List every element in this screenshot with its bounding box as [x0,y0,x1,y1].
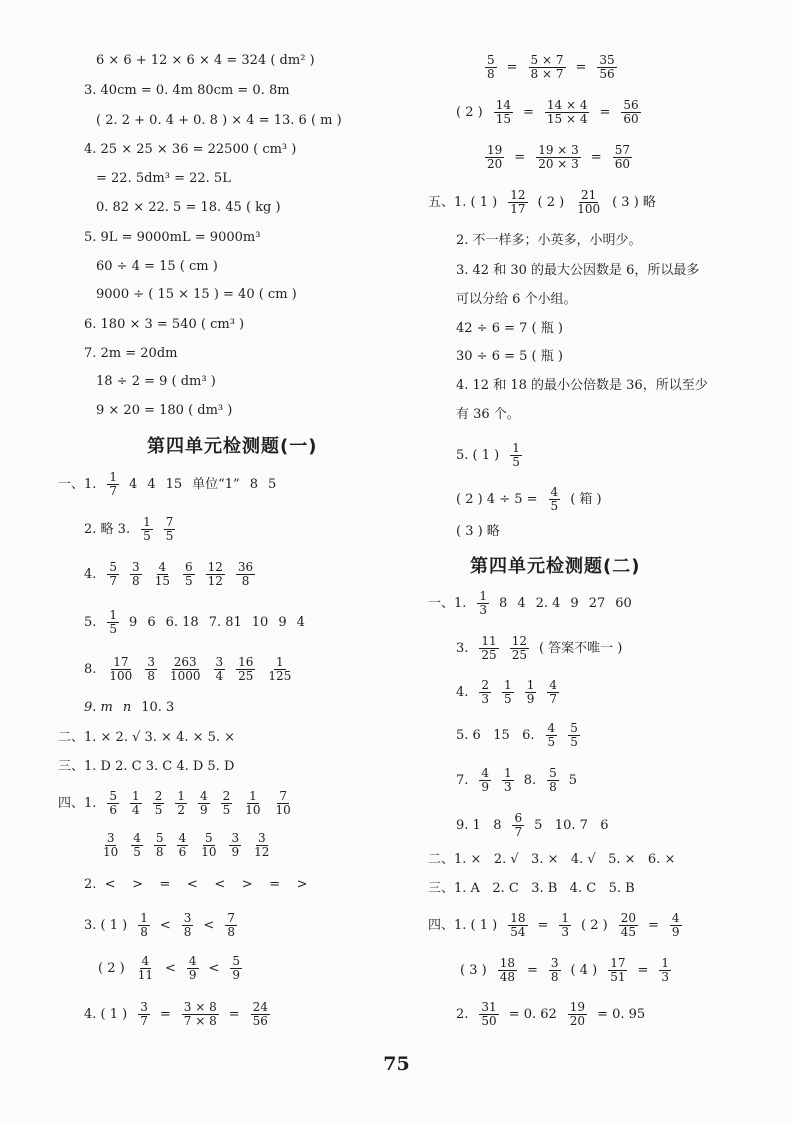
fraction: $\frac{3}{8}$ [550,956,559,984]
answer-row [456,722,580,748]
fraction: $\frac{1}{3}$ [561,911,570,939]
text: 二、1. × 2. √ 3. × 4. √ 5. × 6. × [428,852,676,867]
text: 7. 2m = 20dm [84,346,178,361]
text: 10. 3 [141,700,175,715]
fraction: $\frac{2}{5}$ [154,789,163,817]
fraction: $\frac{1}{3}$ [504,766,512,794]
answer-row [484,144,632,170]
text: 7. 81 [208,614,242,630]
line [456,525,500,538]
label: 四、1. [58,795,97,811]
fraction: $\frac{21}{100}$ [577,188,601,216]
fraction: $\frac{1}{9}$ [526,678,535,706]
line [96,375,216,388]
operator: < [164,960,176,976]
text: 5 10. 7 6 [534,817,609,833]
line [84,231,260,244]
label: ( 3 ) [460,962,487,978]
answer-row [428,912,682,938]
answer-row [456,812,609,838]
answer-row [58,790,293,816]
fraction: $\frac{263}{1000}$ [169,655,201,683]
operator: = [575,59,587,75]
fraction: $\frac{2}{3}$ [481,678,490,706]
section-heading: 第四单元检测题(一) [147,436,318,457]
fraction: $\frac{14}{15}$ [495,98,511,126]
text: 5 [568,772,578,788]
text: 5. 9L = 9000mL = 9000m³ [84,230,261,245]
label: 一、1. [58,476,97,492]
operator: = [228,1006,240,1022]
fraction: $\frac{4}{9}$ [188,954,197,982]
fraction: $\frac{4}{6}$ [178,831,187,859]
label: ( 2 ) 4 ÷ 5 = [456,491,538,507]
fraction: $\frac{1}{125}$ [268,655,292,683]
label: 5. [84,614,97,630]
text: 可以分给 6 个小组。 [456,292,577,307]
fraction: $\frac{5}{7}$ [109,560,118,588]
answer-row [100,832,271,858]
fraction: $\frac{24}{56}$ [252,1000,268,1028]
text: ( 3 ) 略 [612,194,656,210]
text: 2. < > = < < > = > [84,877,308,892]
fraction: $\frac{4}{9}$ [199,789,208,817]
line [96,54,315,67]
text: 6 × 6 + 12 × 6 × 4 = 324 ( dm² ) [96,53,315,68]
answer-row [84,609,305,635]
fraction: $\frac{20}{45}$ [620,911,637,939]
text: = 22. 5dm³ = 22. 5L [96,171,231,186]
text: 3. 40cm = 0. 4m 80cm = 0. 8m [84,83,290,98]
fraction: $\frac{3}{8}$ [132,560,140,588]
text: 10 [251,614,269,630]
fraction: $\frac{7}{10}$ [275,789,291,817]
line [84,84,290,97]
operator: = [537,917,549,933]
line [96,114,342,127]
text: 8 [499,595,508,611]
text: 0. 82 × 22. 5 = 18. 45 ( kg ) [96,200,281,215]
text: 60 ÷ 4 = 15 ( cm ) [96,259,218,274]
text: 9 [570,595,579,611]
answer-row [84,1001,270,1027]
fraction: $\frac{3}{9}$ [231,831,240,859]
label: 8. [84,661,97,677]
fraction: $\frac{1}{8}$ [140,911,148,939]
line [456,264,699,277]
text: 9 × 20 = 180 ( dm³ ) [96,403,233,418]
answer-row [456,1001,645,1027]
line [456,350,563,363]
fraction: $\frac{3 \times 8}{7 \times 8}$ [183,1000,217,1028]
text: 2. 不一样多；小英多，小明少。 [456,233,642,248]
fraction: $\frac{35}{56}$ [599,53,615,81]
label: 9. 1 8 [456,817,502,833]
fraction: $\frac{16}{25}$ [238,655,254,683]
fraction: $\frac{6}{7}$ [514,811,523,839]
text: 二、1. × 2. √ 3. × 4. × 5. × [58,730,236,745]
label: 3. [456,640,469,656]
answer-row [428,189,656,215]
operator: = [590,149,602,165]
text: 4 [147,476,156,492]
text: = 0. 62 [508,1006,557,1022]
section-heading: 第四单元检测题(二) [470,556,641,577]
line [456,234,642,247]
fraction: $\frac{12}{17}$ [510,188,526,216]
answer-row [98,955,242,981]
label: ( 2 ) [98,960,125,976]
text: 9 [278,614,287,630]
line [456,293,577,306]
fraction: $\frac{31}{50}$ [481,1000,497,1028]
line [96,288,297,301]
answer-row [456,635,622,661]
fraction: $\frac{11}{25}$ [481,634,497,662]
fraction: $\frac{4}{9}$ [481,766,490,794]
fraction: $\frac{5}{6}$ [109,789,118,817]
operator: = [637,962,649,978]
fraction: $\frac{1}{3}$ [661,956,670,984]
answer-row [460,957,671,983]
answer-row [84,561,255,587]
operator: = [159,1006,171,1022]
fraction: $\frac{3}{12}$ [254,831,270,859]
text: ( 2. 2 + 0. 4 + 0. 8 ) × 4 = 13. 6 ( m ) [96,113,342,128]
text: 2. 4 [535,595,561,611]
fraction: $\frac{1}{4}$ [132,789,140,817]
fraction: $\frac{17}{51}$ [610,956,626,984]
label: 五、1. ( 1 ) [428,194,498,210]
text: 9. m [84,700,113,715]
line [456,408,520,421]
operator: = [526,962,538,978]
fraction: $\frac{7}{8}$ [227,911,235,939]
fraction: $\frac{1}{2}$ [177,789,185,817]
fraction: $\frac{17}{100}$ [109,655,133,683]
fraction: $\frac{1}{7}$ [109,470,118,498]
line [84,347,177,360]
line [96,404,232,417]
answer-row [456,486,602,512]
fraction: $\frac{4}{11}$ [137,954,153,982]
line [84,318,244,331]
answer-row [428,590,632,616]
line [456,322,563,335]
text: 9000 ÷ ( 15 × 15 ) = 40 ( cm ) [96,287,297,302]
label: 5. 6 15 6. [456,727,535,743]
text: 3. 42 和 30 的最大公因数是 6，所以最多 [456,263,700,278]
fraction: $\frac{19}{20}$ [569,1000,586,1028]
text: 单位“1” [192,476,240,492]
label: ( 2 ) [456,104,483,120]
text: 18 ÷ 2 = 9 ( dm³ ) [96,374,216,389]
operator: < [159,917,171,933]
label: 8. [523,772,537,788]
label: 2. [456,1006,469,1022]
answer-row [456,442,522,468]
fraction: $\frac{36}{8}$ [237,560,254,588]
fraction: $\frac{6}{5}$ [184,560,193,588]
text: 15 [165,476,183,492]
fraction: $\frac{4}{9}$ [671,911,680,939]
text: 30 ÷ 6 = 5 ( 瓶 ) [456,349,563,364]
line [96,172,231,185]
fraction: $\frac{4}{5}$ [133,831,141,859]
fraction: $\frac{14 \times 4}{15 \times 4}$ [546,98,588,126]
label: 一、1. [428,595,467,611]
fraction: $\frac{7}{5}$ [165,515,174,543]
label: 4. [84,566,97,582]
line [96,260,218,273]
text: 4. 12 和 18 的最小公倍数是 36，所以至少 [456,378,708,393]
fraction: $\frac{1}{10}$ [245,789,261,817]
text: 4. 25 × 25 × 36 = 22500 ( cm³ ) [84,142,297,157]
fraction: $\frac{3}{7}$ [140,1000,148,1028]
text: 4 [129,476,138,492]
line [84,143,296,156]
operator: < [203,917,215,933]
text: = 0. 95 [597,1006,646,1022]
fraction: $\frac{57}{60}$ [614,143,630,171]
answer-row [58,731,235,744]
operator: = [522,104,534,120]
answer-row [484,54,617,80]
answer-row [428,853,675,866]
label: ( 2 ) [537,194,565,210]
text: 27 [588,595,606,611]
text: 60 [615,595,632,611]
fraction: $\frac{1}{5}$ [109,608,118,636]
operator: = [648,917,659,933]
label: 4. [456,684,469,700]
fraction: $\frac{1}{5}$ [504,678,512,706]
answer-row [456,679,559,705]
fraction: $\frac{3}{8}$ [183,911,192,939]
text: 三、1. A 2. C 3. B 4. C 5. B [428,881,635,896]
operator: < [208,960,220,976]
text: ( 3 ) 略 [456,524,500,539]
label: 7. [456,772,469,788]
page-number: 75 [383,1053,410,1075]
fraction: $\frac{4}{5}$ [547,721,556,749]
fraction: $\frac{4}{5}$ [550,485,559,513]
fraction: $\frac{56}{60}$ [623,98,639,126]
fraction: $\frac{19}{20}$ [487,143,503,171]
text: 8 [249,476,259,492]
fraction: $\frac{18}{54}$ [510,911,526,939]
text: ( 箱 ) [570,491,602,507]
operator: = [599,104,611,120]
fraction: $\frac{4}{7}$ [549,678,557,706]
fraction: $\frac{3}{4}$ [215,655,224,683]
operator: = [514,149,526,165]
text: 6 [147,614,156,630]
label: ( 2 ) [581,917,608,933]
text: 6. 18 [165,614,199,630]
fraction: $\frac{1}{3}$ [479,589,488,617]
answer-row [428,882,635,895]
fraction: $\frac{5}{5}$ [570,721,578,749]
line [96,201,281,214]
label: 5. ( 1 ) [456,447,500,463]
text: 6. 180 × 3 = 540 ( cm³ ) [84,317,245,332]
label: 4. ( 1 ) [84,1006,128,1022]
answer-row [456,99,641,125]
fraction: $\frac{5}{8}$ [487,53,495,81]
answer-row [58,471,276,497]
answer-row [58,760,234,773]
label: 2. 略 3. [84,521,131,537]
text: 9 [129,614,138,630]
operator: = [506,59,518,75]
text: 4 [517,595,526,611]
label: 3. ( 1 ) [84,917,128,933]
fraction: $\frac{1}{5}$ [512,441,520,469]
fraction: $\frac{5}{9}$ [232,954,241,982]
fraction: $\frac{5}{10}$ [201,831,217,859]
answer-row [84,656,293,682]
text: 42 ÷ 6 = 7 ( 瓶 ) [456,321,563,336]
fraction: $\frac{3}{8}$ [147,655,155,683]
fraction: $\frac{2}{5}$ [222,789,231,817]
text: 三、1. D 2. C 3. C 4. D 5. D [58,759,235,774]
answer-row [84,878,308,891]
fraction: $\frac{5}{8}$ [155,831,164,859]
fraction: $\frac{12}{12}$ [207,560,223,588]
text: 5 [268,476,277,492]
text: n [122,700,132,715]
answer-row [84,516,175,542]
text: 4 [296,614,305,630]
label: 四、1. ( 1 ) [428,917,498,933]
text: ( 答案不唯一 ) [538,640,623,656]
text: 有 36 个。 [456,407,520,422]
fraction: $\frac{3}{10}$ [103,831,119,859]
fraction: $\frac{5}{8}$ [549,766,557,794]
fraction: $\frac{19 \times 3}{20 \times 3}$ [538,143,579,171]
answer-row [84,701,174,714]
line [456,379,708,392]
fraction: $\frac{1}{5}$ [143,515,151,543]
fraction: $\frac{4}{15}$ [154,560,170,588]
fraction: $\frac{18}{48}$ [499,956,515,984]
answer-row [84,912,237,938]
fraction: $\frac{5 \times 7}{8 \times 7}$ [530,53,564,81]
label: ( 4 ) [570,962,598,978]
answer-row [456,767,577,793]
fraction: $\frac{12}{25}$ [511,634,527,662]
